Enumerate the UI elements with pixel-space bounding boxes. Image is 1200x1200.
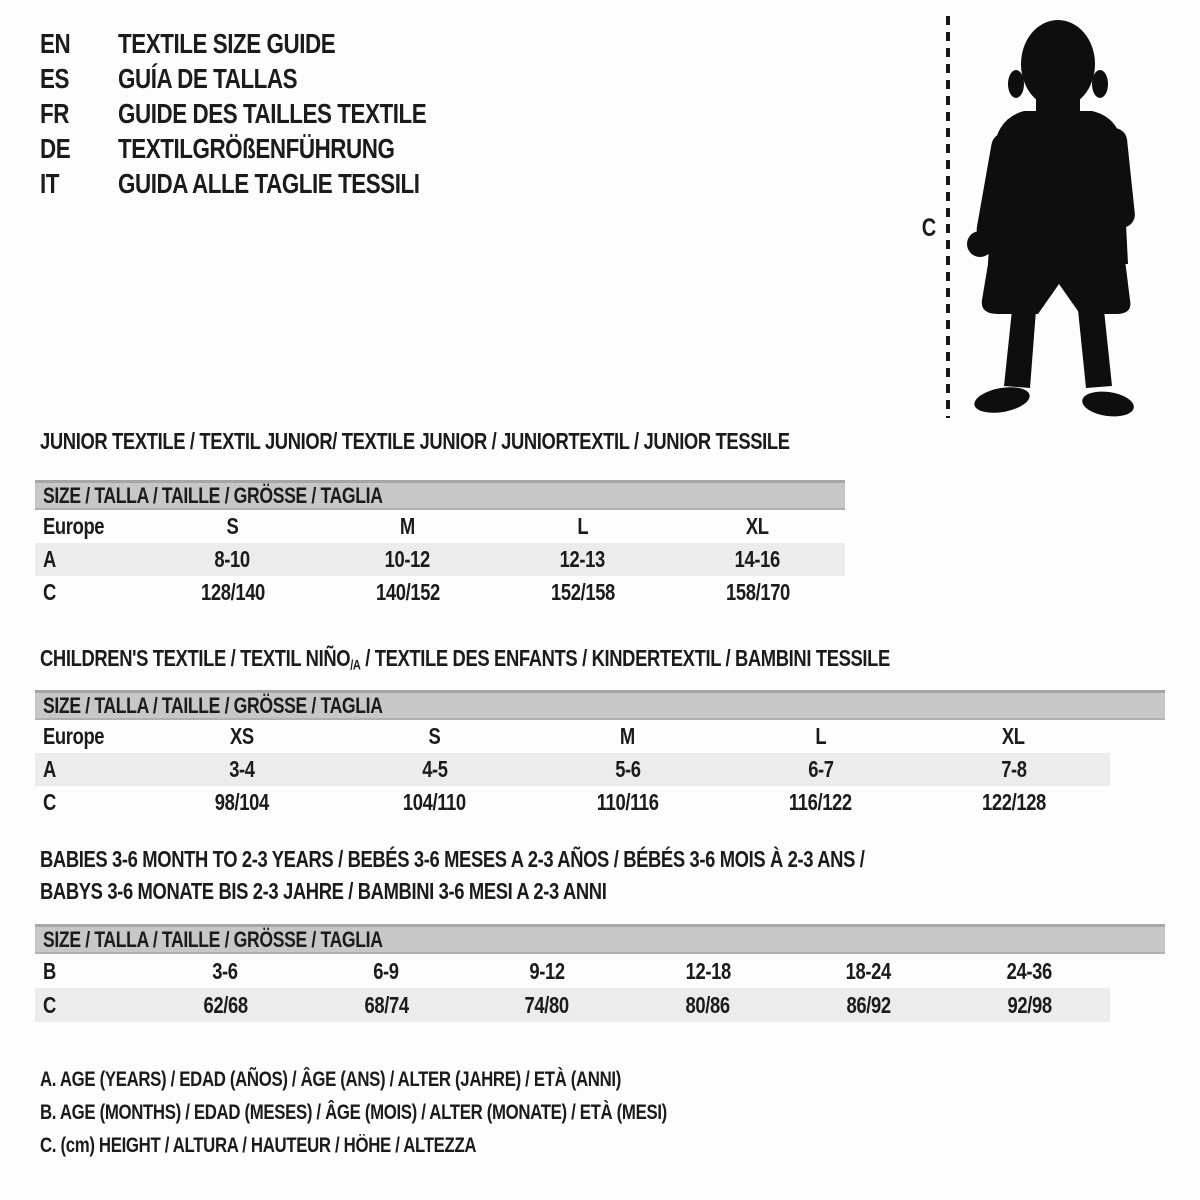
language-row-en (40, 26, 503, 61)
age-cell: 5-6 (614, 756, 641, 782)
toddler-silhouette-icon (958, 12, 1152, 418)
size-cell: S (226, 513, 239, 539)
height-cell: 128/140 (200, 579, 265, 605)
row-label: A (43, 756, 56, 782)
guide-title-it: GUIDA ALLE TAGLIE TESSILI (118, 167, 420, 199)
language-row-fr (40, 96, 503, 131)
height-measure-label: C (921, 214, 937, 242)
language-code: IT (40, 167, 60, 199)
region-label: Europe (43, 513, 105, 539)
babies-height-row (35, 988, 1110, 1022)
height-cell: 104/110 (403, 789, 466, 815)
junior-age-row (35, 543, 845, 576)
language-code: FR (40, 97, 69, 129)
height-cell: 80/86 (685, 991, 731, 1018)
guide-title-fr: GUIDE DES TAILLES TEXTILE (118, 97, 427, 129)
height-cell: 92/98 (1007, 991, 1052, 1018)
height-cell: 116/122 (789, 789, 852, 815)
age-cell: 4-5 (421, 756, 448, 782)
size-header-bar: SIZE / TALLA / TAILLE / GRÖSSE / TAGLIA (35, 480, 845, 510)
junior-section-title: JUNIOR TEXTILE / TEXTIL JUNIOR/ TEXTILE JUNIOR / JUNIORTEXTIL / JUNIOR TESSILE (40, 428, 790, 454)
row-label: B (43, 957, 56, 984)
children-europe-row (35, 720, 1110, 753)
junior-size-table (35, 480, 845, 609)
size-cell: M (400, 513, 415, 539)
row-label: C (43, 991, 56, 1018)
size-cell: M (620, 723, 635, 749)
size-cell: XL (746, 513, 769, 539)
junior-europe-row (35, 510, 845, 543)
size-cell: S (428, 723, 441, 749)
months-cell: 3-6 (212, 957, 239, 984)
height-measure-dashed-line (946, 16, 950, 418)
language-row-it (40, 166, 503, 201)
months-cell: 12-18 (685, 957, 731, 984)
age-cell: 10-12 (384, 546, 431, 572)
size-header-bar: SIZE / TALLA / TAILLE / GRÖSSE / TAGLIA (35, 690, 1165, 720)
children-size-table (35, 690, 1165, 819)
guide-title-en: TEXTILE SIZE GUIDE (118, 27, 336, 59)
months-cell: 9-12 (529, 957, 565, 984)
row-label: C (43, 579, 56, 605)
height-cell: 86/92 (846, 991, 891, 1018)
size-header-bar: SIZE / TALLA / TAILLE / GRÖSSE / TAGLIA (35, 924, 1165, 954)
age-cell: 12-13 (559, 546, 606, 572)
months-cell: 6-9 (373, 957, 399, 984)
height-cell: 110/116 (596, 789, 659, 815)
height-cell: 158/170 (725, 579, 790, 605)
nino-a-subscript: /A (350, 657, 361, 673)
language-title-list (40, 26, 503, 201)
age-cell: 14-16 (734, 546, 781, 572)
months-cell: 18-24 (846, 957, 892, 984)
children-section-title: CHILDREN'S TEXTILE / TEXTIL NIÑO/A / TEXTILE DES ENFANTS / KINDERTEXTIL / BAMBINI TESSILE (40, 645, 890, 673)
language-row-de (40, 131, 503, 166)
age-cell: 6-7 (807, 756, 834, 782)
row-label: C (43, 789, 56, 815)
legend-age-months: B. AGE (MONTHS) / EDAD (MESES) / ÂGE (MOIS) / ALTER (MONATE) / ETÀ (MESI) (40, 1101, 667, 1124)
age-cell: 3-4 (228, 756, 255, 782)
babies-section-title-line2: BABYS 3-6 MONATE BIS 2-3 JAHRE / BAMBINI 3-6 MESI A 2-3 ANNI (40, 878, 607, 904)
height-cell: 68/74 (364, 991, 409, 1018)
legend-age-years: A. AGE (YEARS) / EDAD (AÑOS) / ÂGE (ANS) / ALTER (JAHRE) / ETÀ (ANNI) (40, 1068, 621, 1091)
size-cell: L (815, 723, 826, 749)
months-cell: 24-36 (1006, 957, 1053, 984)
junior-height-row (35, 576, 845, 609)
height-cell: 74/80 (524, 991, 570, 1018)
row-label: A (43, 546, 56, 572)
size-cell: XS (229, 723, 254, 749)
language-code: DE (40, 132, 71, 164)
language-row-es (40, 61, 503, 96)
babies-section-title-line1: BABIES 3-6 MONTH TO 2-3 YEARS / BEBÉS 3-6 MESES A 2-3 AÑOS / BÉBÉS 3-6 MOIS À 2-3 ANS / (40, 846, 865, 872)
age-cell: 8-10 (214, 546, 251, 572)
legend-height-cm: C. (cm) HEIGHT / ALTURA / HAUTEUR / HÖHE / ALTEZZA (40, 1134, 477, 1157)
height-cell: 152/158 (550, 579, 615, 605)
language-code: EN (40, 27, 71, 59)
language-code: ES (40, 62, 69, 94)
babies-size-table (35, 924, 1165, 1022)
region-label: Europe (43, 723, 105, 749)
size-cell: XL (1002, 723, 1025, 749)
babies-months-row (35, 954, 1110, 988)
size-cell: L (577, 513, 588, 539)
age-cell: 7-8 (1000, 756, 1027, 782)
children-height-row (35, 786, 1110, 819)
children-age-row (35, 753, 1110, 786)
height-cell: 122/128 (981, 789, 1046, 815)
height-cell: 62/68 (203, 991, 248, 1018)
guide-title-es: GUÍA DE TALLAS (118, 62, 298, 94)
guide-title-de: TEXTILGRÖßENFÜHRUNG (118, 132, 395, 164)
height-cell: 140/152 (375, 579, 440, 605)
height-cell: 98/104 (214, 789, 269, 815)
